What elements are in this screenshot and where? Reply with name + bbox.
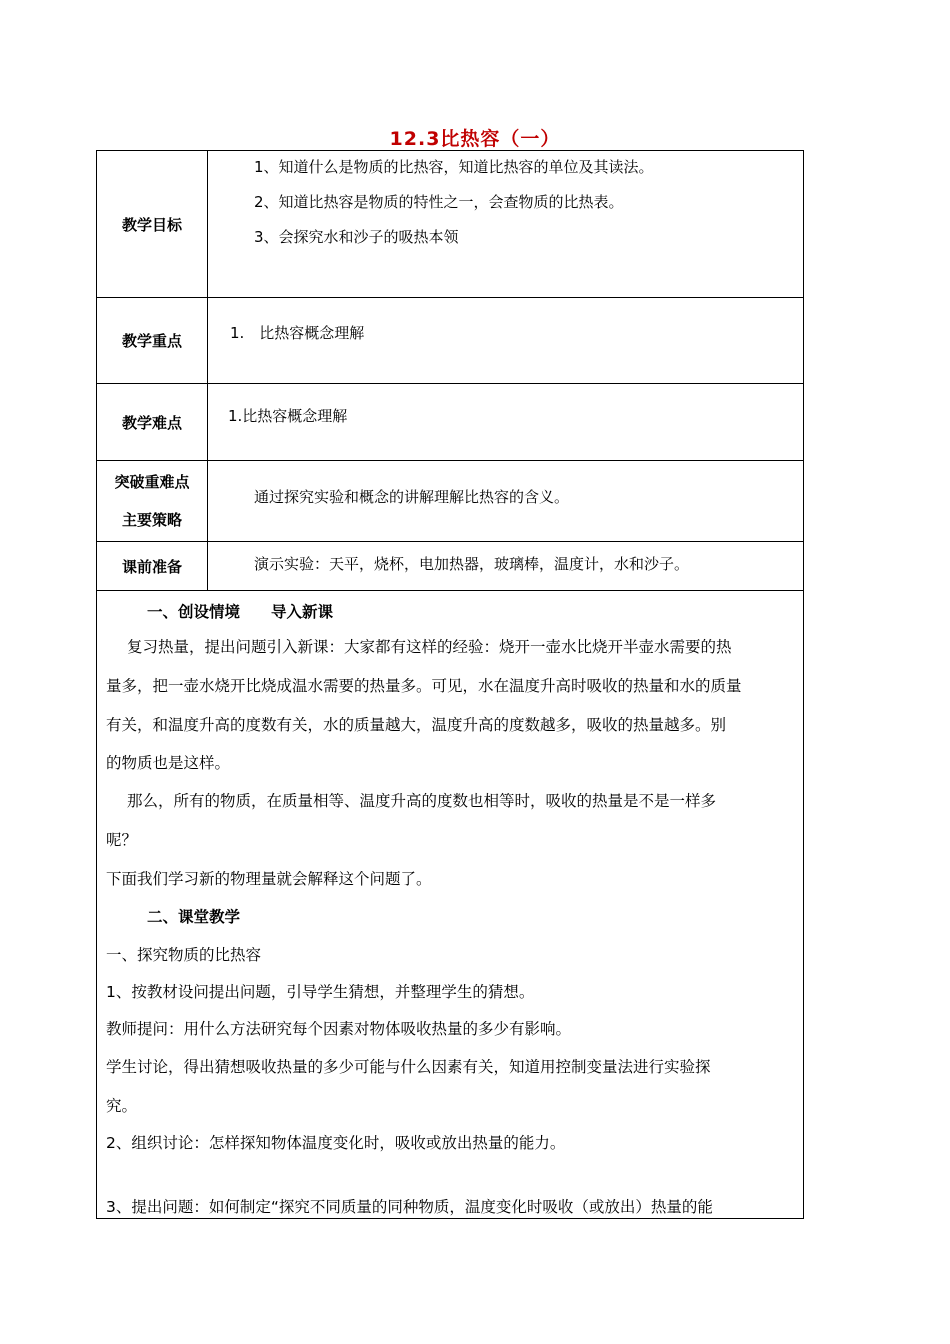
row-prep xyxy=(97,542,804,591)
paragraph-line: 那么，所有的物质，在质量相等、温度升高的度数也相等时，吸收的热量是不是一样多 xyxy=(127,792,717,810)
cell-content xyxy=(97,591,804,1219)
section1-heading: 一、创设情境 导入新课 xyxy=(147,603,334,621)
goal-item: 3、会探究水和沙子的吸热本领 xyxy=(254,228,459,246)
page-title: 12.3比热容（一） xyxy=(389,128,561,150)
paragraph-line: 有关，和温度升高的度数有关，水的质量越大，温度升高的度数越多，吸收的热量越多。别 xyxy=(106,716,727,734)
goal-item: 2、知道比热容是物质的特性之一，会查物质的比热表。 xyxy=(254,193,624,211)
list-item: 2、组织讨论：怎样探知物体温度变化时，吸收或放出热量的能力。 xyxy=(106,1134,566,1152)
goal-item: 1、知道什么是物质的比热容，知道比热容的单位及其读法。 xyxy=(254,158,654,176)
label-strategy-line2: 主要策略 xyxy=(121,511,182,529)
list-item: 3、提出问题：如何制定“探究不同质量的同种物质，温度变化时吸收（或放出）热量的能 xyxy=(106,1198,713,1216)
cell-difficulty xyxy=(208,384,804,461)
paragraph-line: 的物质也是这样。 xyxy=(106,754,231,772)
cell-goals xyxy=(208,151,804,298)
cell-key xyxy=(208,298,804,384)
cell-prep xyxy=(208,542,804,591)
row-strategy xyxy=(97,461,804,542)
row-difficulty xyxy=(97,384,804,461)
row-content xyxy=(97,591,804,1219)
section2-heading: 二、课堂教学 xyxy=(147,908,241,926)
lesson-plan-table xyxy=(96,150,804,1219)
label-key: 教学重点 xyxy=(97,298,208,384)
label-difficulty: 教学难点 xyxy=(97,384,208,461)
paragraph-line: 呢？ xyxy=(106,831,138,849)
label-goals: 教学目标 xyxy=(97,151,208,298)
list-item: 教师提问：用什么方法研究每个因素对物体吸收热量的多少有影响。 xyxy=(106,1020,572,1038)
cell-strategy xyxy=(208,461,804,542)
label-strategy xyxy=(97,461,208,542)
paragraph-line: 量多，把一壶水烧开比烧成温水需要的热量多。可见，水在温度升高时吸收的热量和水的质量 xyxy=(106,677,742,695)
prep-text: 演示实验：天平，烧杯，电加热器，玻璃棒，温度计，水和沙子。 xyxy=(254,555,690,573)
label-prep: 课前准备 xyxy=(97,542,208,591)
row-key xyxy=(97,298,804,384)
list-item: 学生讨论，得出猜想吸收热量的多少可能与什么因素有关，知道用控制变量法进行实验探 xyxy=(106,1058,711,1076)
row-goals xyxy=(97,151,804,298)
strategy-text: 通过探究实验和概念的讲解理解比热容的含义。 xyxy=(254,488,570,506)
list-item: 1、按教材设问提出问题，引导学生猜想，并整理学生的猜想。 xyxy=(106,983,535,1001)
subheading: 一、探究物质的比热容 xyxy=(106,946,262,964)
list-item: 究。 xyxy=(106,1097,138,1115)
difficulty-text: 1.比热容概念理解 xyxy=(228,407,348,425)
paragraph-line: 下面我们学习新的物理量就会解释这个问题了。 xyxy=(106,870,432,888)
label-strategy-line1: 突破重难点 xyxy=(114,473,190,491)
key-text: 1. 比热容概念理解 xyxy=(230,324,365,342)
paragraph-line: 复习热量，提出问题引入新课：大家都有这样的经验：烧开一壶水比烧开半壶水需要的热 xyxy=(127,638,732,656)
